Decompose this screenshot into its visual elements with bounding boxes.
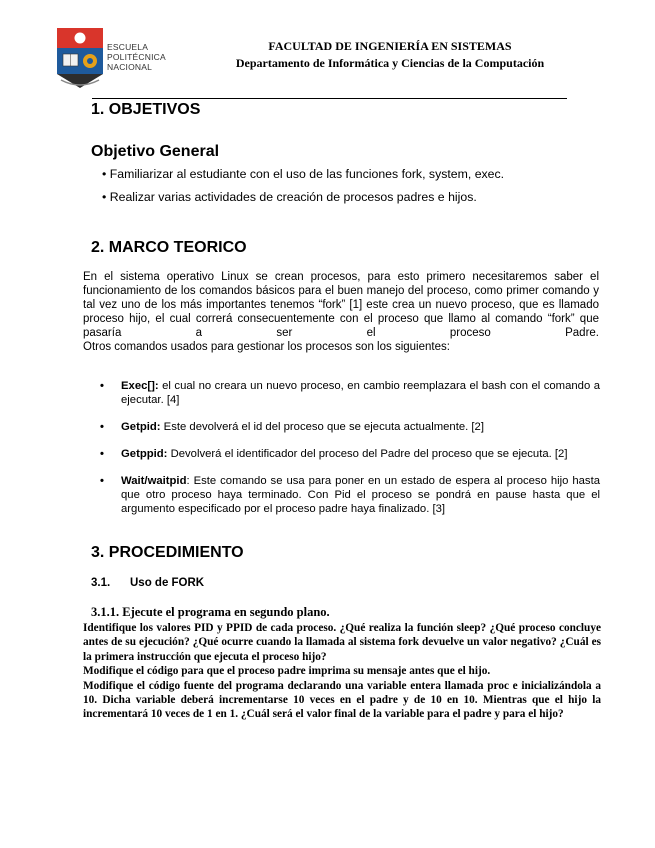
institution-logo <box>55 28 180 96</box>
list-item: • Getppid: Devolverá el identificador del proceso del Padre del proceso que se ejecuta. [2] <box>100 448 568 460</box>
command-description: : Este comando se usa para poner en un estado de espera al proceso hijo hasta que otro proceso haya terminado. Con Pid el proceso se pondrá en pause hasta que el argumento especificado por el proceso padre haya finalizado. [3] <box>121 475 600 515</box>
questions-block <box>83 621 601 722</box>
marco-list-intro: Otros comandos usados para gestionar los procesos son los siguientes: <box>83 341 450 353</box>
logo-line-1: ESCUELA <box>107 42 149 52</box>
list-item: • Getpid: Este devolverá el id del proceso que se ejecuta actualmente. [2] <box>100 421 484 433</box>
step-title: 3.1.1. Ejecute el programa en segundo plano. <box>91 605 330 619</box>
command-name: Getpid: <box>121 421 161 433</box>
epn-shield-icon <box>55 28 105 90</box>
list-item: • Wait/waitpid: Este comando se usa para poner en un estado de espera al proceso hijo hasta que otro proceso haya terminado. Con Pid el proceso se pondrá en pause hasta que el argumento especificado por el proceso padre haya finalizado. [3] <box>100 475 600 515</box>
header-divider <box>92 98 567 99</box>
logo-line-3: NACIONAL <box>107 62 153 72</box>
marco-paragraph: En el sistema operativo Linux se crean procesos, para esto primero necesitaremos saber el funcionamiento de los comandos básicos para el buen manejo del proceso, como primer comando y tal vez uno de los más importantes tenemos “fork” [1] este crea un nuevo proceso, que es llamado proceso hijo, el cual correrá consecuentemente con el proceso que llamo al comando “fork” que pasaría a ser el proceso Padre. <box>83 271 599 339</box>
command-description: el cual no creara un nuevo proceso, en cambio reemplazara el bash con el comando a ejecutar. [4] <box>121 380 600 406</box>
command-name: Wait/waitpid <box>121 475 187 487</box>
logo-text <box>107 42 166 72</box>
command-description: Este devolverá el id del proceso que se ejecuta actualmente. [2] <box>160 421 484 433</box>
commands-list <box>100 379 600 529</box>
command-description: Devolverá el identificador del proceso del Padre del proceso que se ejecuta. [2] <box>167 448 568 460</box>
question-paragraph: Modifique el código para que el proceso padre imprima su mensaje antes que el hijo. <box>83 665 491 678</box>
section-procedimiento-title: 3. PROCEDIMIENTO <box>91 544 244 561</box>
question-paragraph: Modifique el código fuente del programa declarando una variable entera llamada proc e inicializándola a 10. Dicha variable deberá incrementarse 10 veces en el padre y de 10 en 10. Mientras que el hijo la incrementará 10 veces de 1 en 1. ¿Cuál será el valor final de la variable para el padre y para el hijo? <box>83 679 601 721</box>
command-name: Exec[]: <box>121 380 159 392</box>
faculty-title: FACULTAD DE INGENIERÍA EN SISTEMAS <box>268 39 512 53</box>
section-objetivos-title: 1. OBJETIVOS <box>91 101 201 118</box>
objective-bullet: • Familiarizar al estudiante con el uso de las funciones fork, system, exec. <box>102 167 505 181</box>
objetivo-general-title: Objetivo General <box>91 143 220 160</box>
logo-line-2: POLITÉCNICA <box>107 52 166 62</box>
objective-bullet: • Realizar varias actividades de creación de procesos padres e hijos. <box>102 190 477 204</box>
section-marco-title: 2. MARCO TEORICO <box>91 239 247 256</box>
question-paragraph: Identifique los valores PID y PPID de cada proceso. ¿Qué realiza la función sleep? ¿Qué proceso concluye antes de su ejecución? ¿Qué ocurre cuando la llamada al sistema fork devuelve un valor negativo? ¿Cuál es la primera instrucción que ejecuta el proceso hijo? <box>83 622 601 663</box>
subsection-number: 3.1. <box>91 577 111 589</box>
command-name: Getppid: <box>121 448 168 460</box>
subsection-title: Uso de FORK <box>130 577 205 589</box>
department-title: Departamento de Informática y Ciencias de la Computación <box>235 56 545 70</box>
list-item: • Exec[]: el cual no creara un nuevo proceso, en cambio reemplazara el bash con el comando a ejecutar. [4] <box>100 380 600 406</box>
